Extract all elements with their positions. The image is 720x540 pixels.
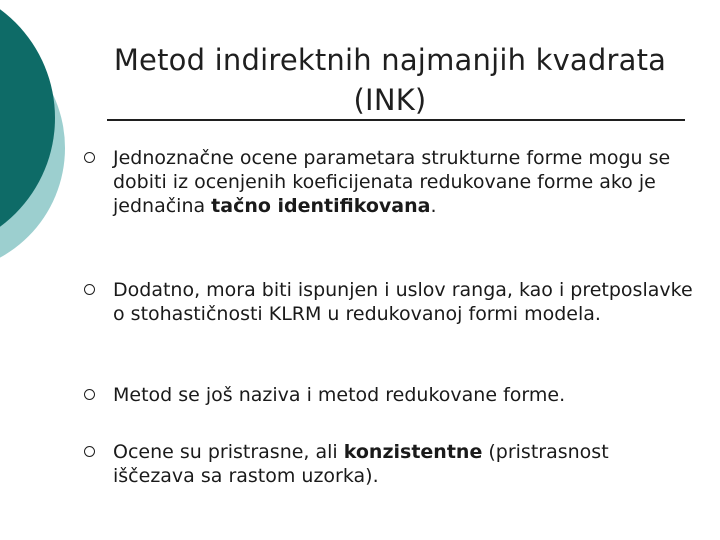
bullet-item-2: [84, 278, 694, 326]
bullet-item-3: [84, 383, 694, 407]
bullet-text-end: .: [430, 195, 437, 217]
bullet-item-1: [84, 146, 694, 218]
bullet-text-end: (pristrasnost iščezava sa rastom uzorka).: [113, 441, 609, 487]
bullet-circle-icon: [84, 446, 95, 457]
bullet-text: Dodatno, mora biti ispunjen i uslov ranga, kao i pretposlavke o stohastičnosti KLRM u redukovanoj formi modela.: [113, 279, 693, 325]
bullet-bold-text: konzistentne: [343, 441, 483, 463]
bullet-circle-icon: [84, 284, 95, 295]
decorative-circles: [0, 0, 80, 300]
bullet-text: Metod se još naziva i metod redukovane forme.: [113, 384, 566, 406]
bullet-circle-icon: [84, 152, 95, 163]
bullet-bold-text: tačno identifikovana: [211, 195, 431, 217]
bullet-text: Ocene su pristrasne, ali: [113, 441, 344, 463]
bullet-circle-icon: [84, 389, 95, 400]
bullet-item-4: [84, 440, 694, 488]
title-underline: [107, 119, 685, 121]
slide-title: Metod indirektnih najmanjih kvadrata (INK): [113, 43, 667, 117]
bullet-text: Jednoznačne ocene parametara strukturne forme mogu se dobiti iz ocenjenih koeficijenata redukovane forme ako je jednačina: [113, 147, 671, 217]
